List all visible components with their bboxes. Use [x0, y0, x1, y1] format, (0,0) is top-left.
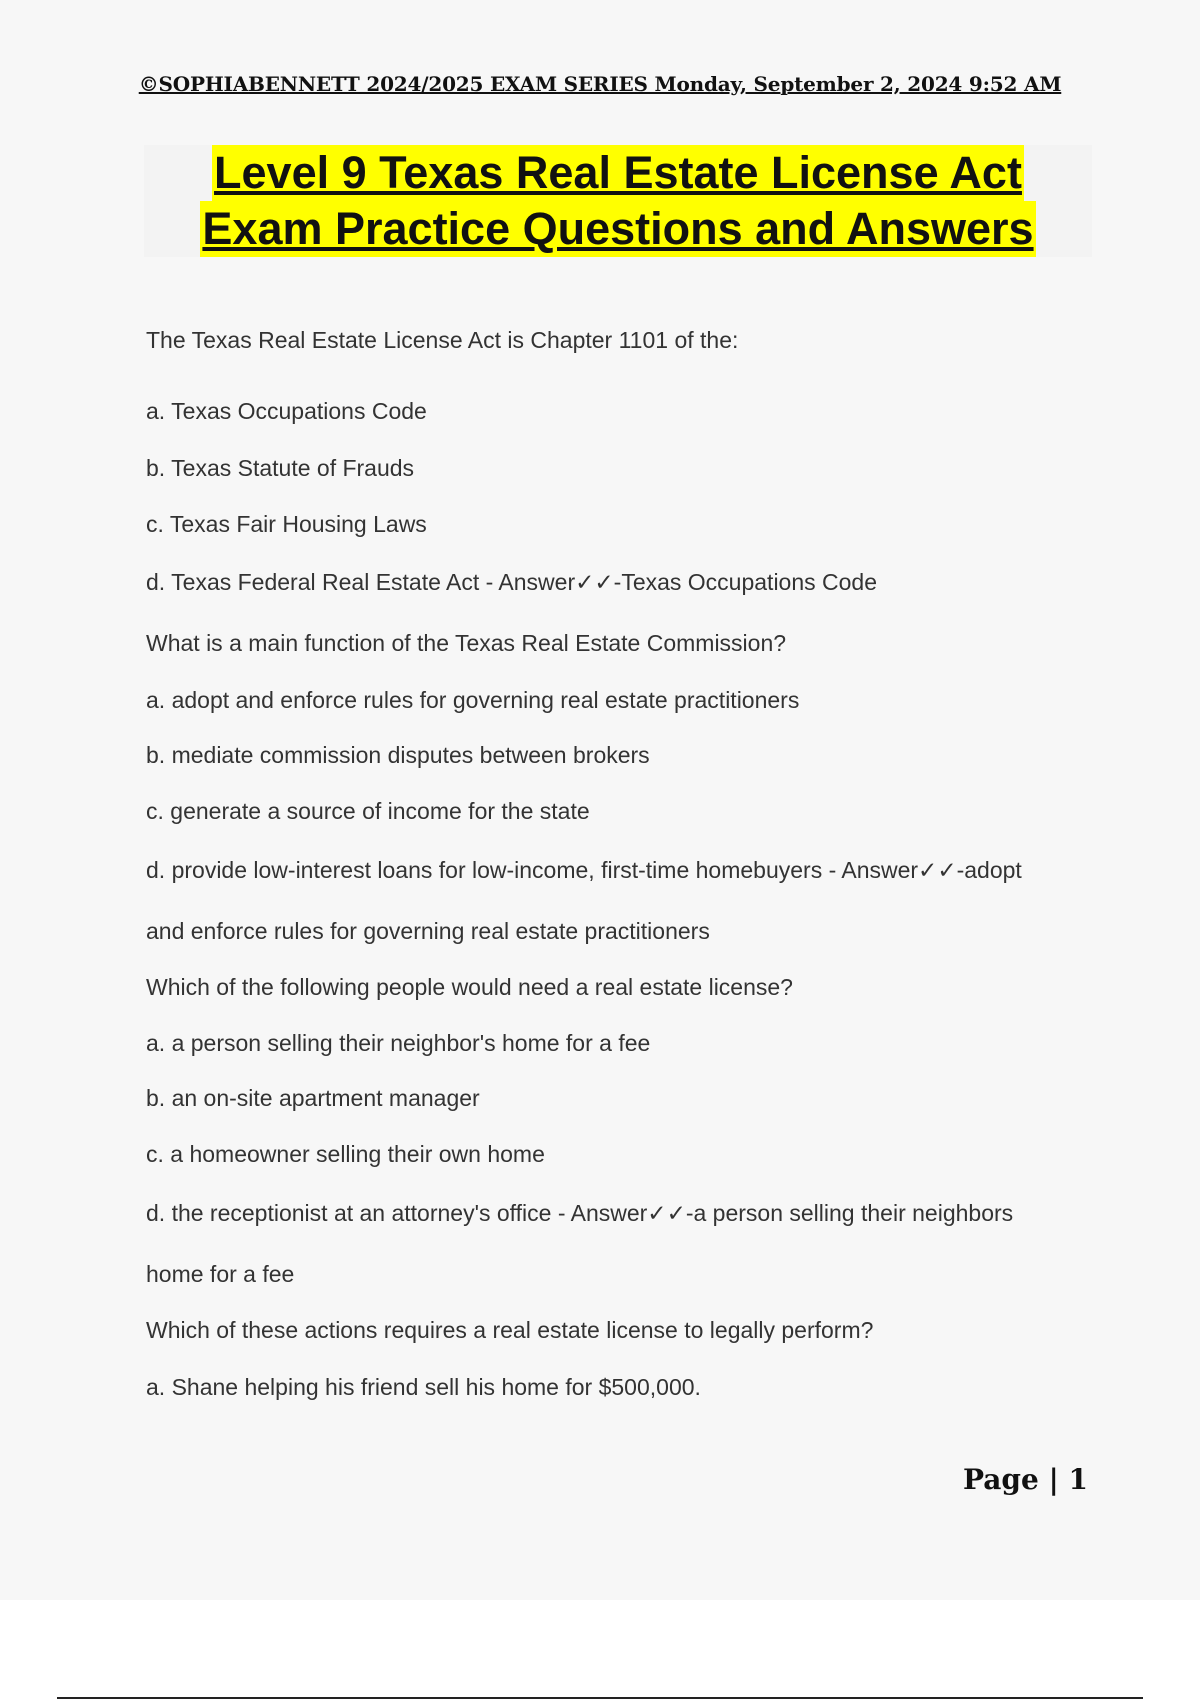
- question-3-option-d-answer: d. the receptionist at an attorney's office - Answer✓✓-a person selling their neighbors: [146, 1200, 1014, 1226]
- question-2-option-c: c. generate a source of income for the state: [146, 798, 590, 824]
- bottom-divider: [57, 1697, 1143, 1699]
- question-1-option-b: b. Texas Statute of Frauds: [146, 455, 415, 481]
- question-2-option-a: a. adopt and enforce rules for governing real estate practitioners: [146, 687, 800, 713]
- question-1-text: The Texas Real Estate License Act is Chapter 1101 of the:: [146, 327, 739, 353]
- question-3-option-c: c. a homeowner selling their own home: [146, 1141, 545, 1167]
- title-line-2: Exam Practice Questions and Answers: [200, 201, 1035, 257]
- question-3-answer-continued: home for a fee: [146, 1261, 295, 1287]
- question-1-option-c: c. Texas Fair Housing Laws: [146, 511, 427, 537]
- question-2-answer-continued: and enforce rules for governing real estate practitioners: [146, 918, 710, 944]
- question-3-option-b: b. an on-site apartment manager: [146, 1085, 480, 1111]
- title-line-1: Level 9 Texas Real Estate License Act: [212, 145, 1024, 201]
- question-1-option-d-answer: d. Texas Federal Real Estate Act - Answer✓✓-Texas Occupations Code: [146, 569, 878, 595]
- question-3-text: Which of the following people would need a real estate license?: [146, 974, 793, 1000]
- question-3-option-a: a. a person selling their neighbor's home for a fee: [146, 1030, 651, 1056]
- question-1-option-a: a. Texas Occupations Code: [146, 398, 427, 424]
- question-2-option-b: b. mediate commission disputes between brokers: [146, 742, 650, 768]
- question-4-option-a: a. Shane helping his friend sell his home for $500,000.: [146, 1374, 701, 1400]
- question-2-option-d-answer: d. provide low-interest loans for low-income, first-time homebuyers - Answer✓✓-adopt: [146, 857, 1022, 883]
- question-4-text: Which of these actions requires a real estate license to legally perform?: [146, 1317, 874, 1343]
- document-title: [144, 145, 1092, 257]
- page-header: ©SOPHIABENNETT 2024/2025 EXAM SERIES Monday, September 2, 2024 9:52 AM: [138, 72, 1062, 96]
- page-number: Page | 1: [962, 1463, 1088, 1496]
- question-2-text: What is a main function of the Texas Real Estate Commission?: [146, 630, 787, 656]
